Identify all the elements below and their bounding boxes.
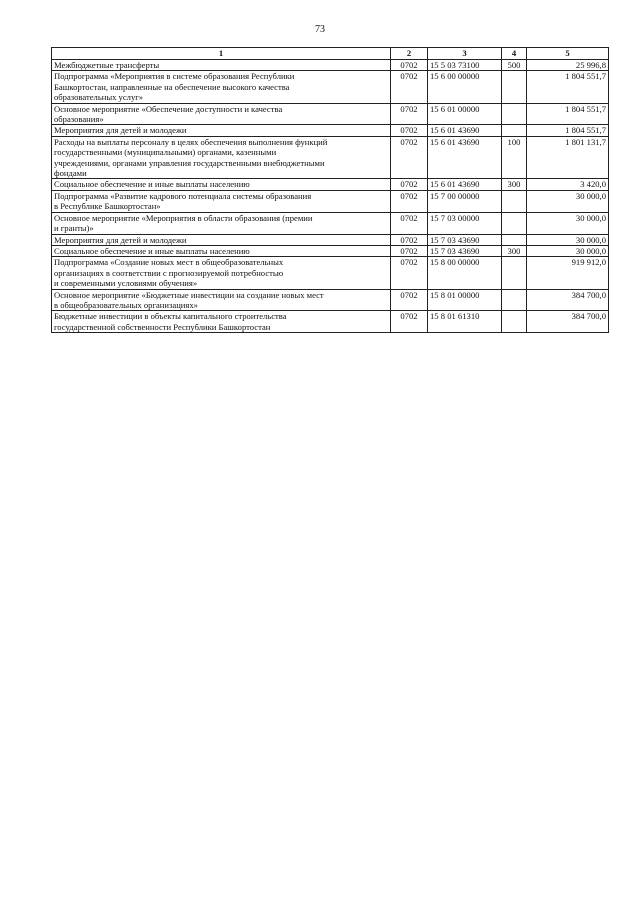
- column-header: 5: [527, 48, 609, 60]
- amount-cell: 1 804 551,7: [527, 125, 609, 136]
- target-article-cell: 15 6 01 43690: [428, 125, 502, 136]
- section-code-cell: 0702: [391, 289, 428, 311]
- table-row: [52, 190, 609, 212]
- target-article-cell: 15 8 01 00000: [428, 289, 502, 311]
- expense-type-cell: [502, 257, 527, 289]
- expense-type-cell: [502, 212, 527, 234]
- row-name-cell: Мероприятия для детей и молодежи: [52, 125, 391, 136]
- expense-type-cell: 500: [502, 60, 527, 71]
- section-code-cell: 0702: [391, 103, 428, 125]
- row-name-cell: Социальное обеспечение и иные выплаты населению: [52, 179, 391, 190]
- column-header: 3: [428, 48, 502, 60]
- amount-cell: 1 804 551,7: [527, 71, 609, 103]
- amount-cell: 1 801 131,7: [527, 136, 609, 179]
- table-row: [52, 245, 609, 256]
- expense-type-cell: [502, 71, 527, 103]
- target-article-cell: 15 7 03 43690: [428, 234, 502, 245]
- row-name-cell: Подпрограмма «Развитие кадрового потенциала системы образования в Республике Башкортостан»: [52, 190, 391, 212]
- row-name-cell: Межбюджетные трансферты: [52, 60, 391, 71]
- section-code-cell: 0702: [391, 71, 428, 103]
- target-article-cell: 15 8 01 61310: [428, 311, 502, 333]
- table-row: [52, 212, 609, 234]
- amount-cell: 1 804 551,7: [527, 103, 609, 125]
- table-row: [52, 103, 609, 125]
- amount-cell: 30 000,0: [527, 245, 609, 256]
- expense-type-cell: [502, 103, 527, 125]
- section-code-cell: 0702: [391, 179, 428, 190]
- table-row: [52, 257, 609, 289]
- table-header-row: [52, 48, 609, 60]
- target-article-cell: 15 7 00 00000: [428, 190, 502, 212]
- section-code-cell: 0702: [391, 234, 428, 245]
- section-code-cell: 0702: [391, 60, 428, 71]
- target-article-cell: 15 7 03 43690: [428, 245, 502, 256]
- row-name-cell: Бюджетные инвестиции в объекты капитального строительства государственной собственности Республики Башкортостан: [52, 311, 391, 333]
- expense-type-cell: [502, 311, 527, 333]
- table-row: [52, 234, 609, 245]
- section-code-cell: 0702: [391, 136, 428, 179]
- row-name-cell: Основное мероприятие «Обеспечение доступности и качества образования»: [52, 103, 391, 125]
- amount-cell: 3 420,0: [527, 179, 609, 190]
- section-code-cell: 0702: [391, 257, 428, 289]
- table-row: [52, 179, 609, 190]
- section-code-cell: 0702: [391, 245, 428, 256]
- row-name-cell: Основное мероприятие «Мероприятия в области образования (премии и гранты)»: [52, 212, 391, 234]
- row-name-cell: Расходы на выплаты персоналу в целях обеспечения выполнения функций государственными (муниципальными) органами, казенными учреждениями, органами управления государственными внебюджетными фондами: [52, 136, 391, 179]
- target-article-cell: 15 6 00 00000: [428, 71, 502, 103]
- table-row: [52, 60, 609, 71]
- page-number: 73: [315, 24, 325, 35]
- amount-cell: 30 000,0: [527, 212, 609, 234]
- table-row: [52, 71, 609, 103]
- amount-cell: 384 700,0: [527, 311, 609, 333]
- row-name-cell: Подпрограмма «Мероприятия в системе образования Республики Башкортостан, направленные на обеспечение высокого качества образовательных услуг»: [52, 71, 391, 103]
- table-row: [52, 136, 609, 179]
- row-name-cell: Подпрограмма «Создание новых мест в общеобразовательных организациях в соответствии с прогнозируемой потребностью и современными условиями обучения»: [52, 257, 391, 289]
- expense-type-cell: 100: [502, 136, 527, 179]
- target-article-cell: 15 8 00 00000: [428, 257, 502, 289]
- amount-cell: 30 000,0: [527, 190, 609, 212]
- row-name-cell: Социальное обеспечение и иные выплаты населению: [52, 245, 391, 256]
- row-name-cell: Основное мероприятие «Бюджетные инвестиции на создание новых мест в общеобразовательных организациях»: [52, 289, 391, 311]
- row-name-cell: Мероприятия для детей и молодежи: [52, 234, 391, 245]
- column-header: 1: [52, 48, 391, 60]
- section-code-cell: 0702: [391, 190, 428, 212]
- target-article-cell: 15 5 03 73100: [428, 60, 502, 71]
- table-row: [52, 311, 609, 333]
- column-header: 2: [391, 48, 428, 60]
- table-row: [52, 125, 609, 136]
- target-article-cell: 15 6 01 43690: [428, 179, 502, 190]
- target-article-cell: 15 7 03 00000: [428, 212, 502, 234]
- amount-cell: 30 000,0: [527, 234, 609, 245]
- column-header: 4: [502, 48, 527, 60]
- table-row: [52, 289, 609, 311]
- expense-type-cell: [502, 234, 527, 245]
- amount-cell: 25 996,8: [527, 60, 609, 71]
- expense-type-cell: [502, 190, 527, 212]
- expense-type-cell: 300: [502, 245, 527, 256]
- amount-cell: 384 700,0: [527, 289, 609, 311]
- target-article-cell: 15 6 01 00000: [428, 103, 502, 125]
- expense-type-cell: [502, 125, 527, 136]
- expense-type-cell: [502, 289, 527, 311]
- amount-cell: 919 912,0: [527, 257, 609, 289]
- section-code-cell: 0702: [391, 311, 428, 333]
- expense-type-cell: 300: [502, 179, 527, 190]
- budget-table: [51, 47, 609, 333]
- table-body: [52, 60, 609, 333]
- section-code-cell: 0702: [391, 125, 428, 136]
- section-code-cell: 0702: [391, 212, 428, 234]
- target-article-cell: 15 6 01 43690: [428, 136, 502, 179]
